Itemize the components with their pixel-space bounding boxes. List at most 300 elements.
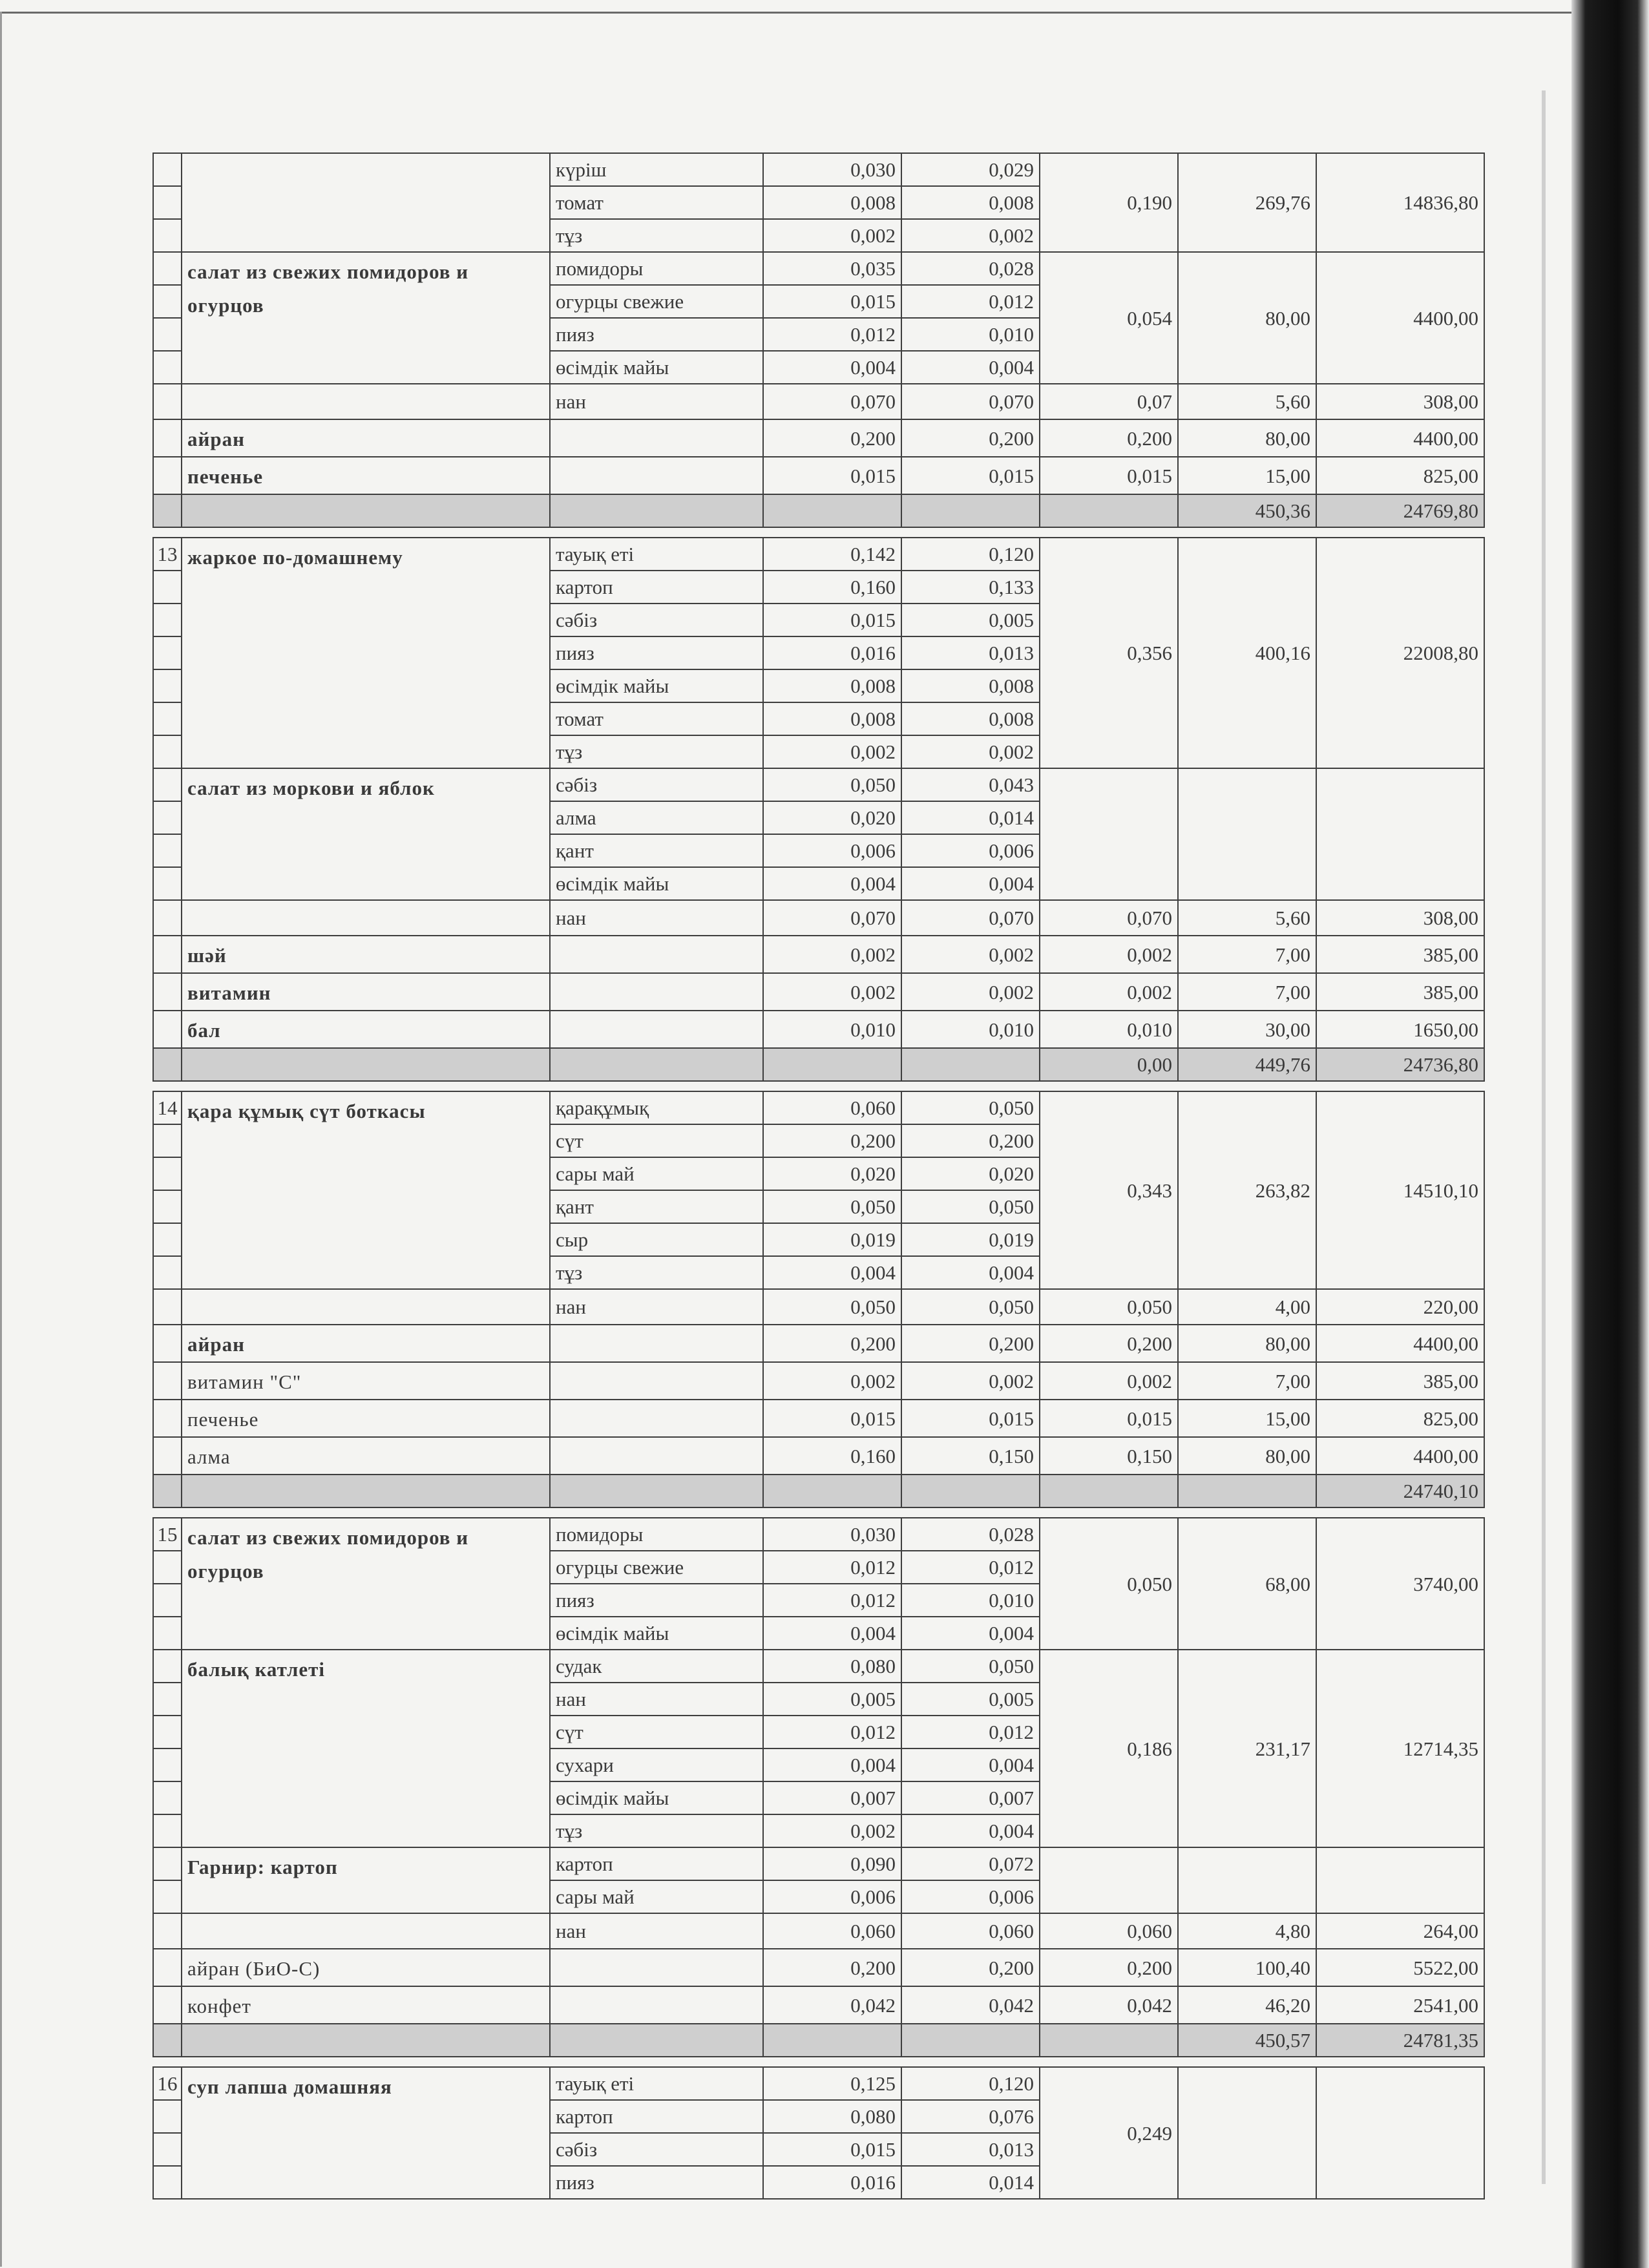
brutto-value: 0,004	[763, 867, 901, 900]
total-price: 449,76	[1178, 1048, 1316, 1081]
row-marker	[153, 1584, 182, 1617]
price-value: 30,00	[1178, 1011, 1316, 1048]
brutto-value: 0,016	[763, 636, 901, 669]
ingredient-name	[550, 973, 763, 1011]
table-row	[153, 768, 1484, 801]
netto-value: 0,014	[901, 2166, 1040, 2199]
block-gap	[152, 1082, 1484, 1091]
brutto-value: 0,125	[763, 2067, 901, 2100]
dish-name: Гарнир: картоп	[182, 1847, 550, 1913]
brutto-value: 0,042	[763, 1986, 901, 2024]
price-value: 80,00	[1178, 252, 1316, 384]
dish-name	[182, 384, 550, 419]
output-value: 0,186	[1040, 1650, 1178, 1847]
brutto-value: 0,006	[763, 834, 901, 867]
day-number: 14	[153, 1091, 182, 1124]
table-row	[153, 973, 1484, 1011]
sum-value: 385,00	[1316, 973, 1484, 1011]
total-spacer	[763, 1048, 901, 1081]
menu-cost-table	[152, 152, 1484, 2200]
ingredient-name	[550, 1362, 763, 1400]
row-marker	[153, 768, 182, 801]
netto-value: 0,050	[901, 1650, 1040, 1683]
row-marker	[153, 1437, 182, 1475]
row-marker	[153, 801, 182, 834]
row-marker	[153, 834, 182, 867]
netto-value: 0,028	[901, 252, 1040, 285]
ingredient-name: картоп	[550, 571, 763, 604]
netto-value: 0,010	[901, 318, 1040, 351]
table-row	[153, 457, 1484, 494]
brutto-value: 0,080	[763, 1650, 901, 1683]
row-marker	[153, 1913, 182, 1949]
total-output	[1040, 494, 1178, 527]
total-spacer	[763, 1475, 901, 1507]
netto-value: 0,043	[901, 768, 1040, 801]
netto-value: 0,008	[901, 669, 1040, 702]
brutto-value: 0,002	[763, 735, 901, 768]
ingredient-name: қант	[550, 1190, 763, 1223]
output-value: 0,042	[1040, 1986, 1178, 2024]
ingredient-name: томат	[550, 186, 763, 219]
total-spacer	[763, 2024, 901, 2057]
table-row	[153, 1913, 1484, 1949]
sum-value: 825,00	[1316, 457, 1484, 494]
total-sum: 24781,35	[1316, 2024, 1484, 2057]
netto-value: 0,004	[901, 867, 1040, 900]
total-row	[153, 494, 1484, 527]
ingredient-name: нан	[550, 1913, 763, 1949]
total-spacer	[550, 1048, 763, 1081]
sum-value: 5522,00	[1316, 1949, 1484, 1986]
output-value: 0,200	[1040, 1949, 1178, 1986]
table-row	[153, 538, 1484, 571]
netto-value: 0,004	[901, 1256, 1040, 1289]
netto-value: 0,007	[901, 1781, 1040, 1814]
day-block	[152, 537, 1485, 1082]
total-spacer	[550, 494, 763, 527]
row-marker	[153, 1157, 182, 1190]
brutto-value: 0,020	[763, 801, 901, 834]
netto-value: 0,004	[901, 1748, 1040, 1781]
total-spacer	[901, 1475, 1040, 1507]
brutto-value: 0,050	[763, 1190, 901, 1223]
ingredient-name: өсімдік майы	[550, 867, 763, 900]
dish-name: балық катлеті	[182, 1650, 550, 1847]
output-value: 0,07	[1040, 384, 1178, 419]
sum-value	[1316, 2067, 1484, 2199]
day-number	[153, 153, 182, 186]
price-value	[1178, 768, 1316, 900]
ingredient-name	[550, 457, 763, 494]
row-marker	[153, 1124, 182, 1157]
ingredient-name: картоп	[550, 1847, 763, 1880]
row-marker	[153, 2100, 182, 2133]
netto-value: 0,004	[901, 1814, 1040, 1847]
netto-value: 0,006	[901, 1880, 1040, 1913]
output-value	[1040, 768, 1178, 900]
brutto-value: 0,019	[763, 1223, 901, 1256]
ingredient-name: тұз	[550, 219, 763, 252]
total-sum: 24740,10	[1316, 1475, 1484, 1507]
dish-name: бал	[182, 1011, 550, 1048]
table-row	[153, 384, 1484, 419]
price-value: 5,60	[1178, 384, 1316, 419]
price-value: 80,00	[1178, 1437, 1316, 1475]
ingredient-name: сары май	[550, 1157, 763, 1190]
ingredient-name: сәбіз	[550, 2133, 763, 2166]
row-marker	[153, 735, 182, 768]
total-row	[153, 2024, 1484, 2057]
row-marker	[153, 571, 182, 604]
brutto-value: 0,012	[763, 1716, 901, 1748]
sum-value: 385,00	[1316, 1362, 1484, 1400]
block-gap	[152, 528, 1484, 537]
table-row	[153, 2067, 1484, 2100]
row-marker	[153, 1814, 182, 1847]
price-value: 400,16	[1178, 538, 1316, 768]
brutto-value: 0,012	[763, 1584, 901, 1617]
ingredient-name: пияз	[550, 2166, 763, 2199]
dish-name	[182, 1913, 550, 1949]
dish-name: печенье	[182, 457, 550, 494]
row-marker	[153, 1011, 182, 1048]
output-value: 0,343	[1040, 1091, 1178, 1289]
netto-value: 0,200	[901, 419, 1040, 457]
table-row	[153, 1518, 1484, 1551]
brutto-value: 0,142	[763, 538, 901, 571]
netto-value: 0,200	[901, 1124, 1040, 1157]
row-marker	[153, 1551, 182, 1584]
brutto-value: 0,004	[763, 1617, 901, 1650]
dish-name	[182, 153, 550, 252]
output-value: 0,015	[1040, 457, 1178, 494]
row-marker	[153, 1949, 182, 1986]
ingredient-name: нан	[550, 900, 763, 936]
row-marker	[153, 384, 182, 419]
table-row	[153, 1011, 1484, 1048]
price-value: 68,00	[1178, 1518, 1316, 1650]
netto-value: 0,012	[901, 1551, 1040, 1584]
brutto-value: 0,050	[763, 768, 901, 801]
output-value: 0,356	[1040, 538, 1178, 768]
dish-name: қара құмық сүт боткасы	[182, 1091, 550, 1289]
price-value	[1178, 2067, 1316, 2199]
brutto-value: 0,012	[763, 318, 901, 351]
netto-value: 0,014	[901, 801, 1040, 834]
brutto-value: 0,200	[763, 1124, 901, 1157]
table-row	[153, 1325, 1484, 1362]
netto-value: 0,005	[901, 604, 1040, 636]
brutto-value: 0,008	[763, 669, 901, 702]
netto-value: 0,072	[901, 1847, 1040, 1880]
table-row	[153, 1949, 1484, 1986]
ingredient-name	[550, 419, 763, 457]
sum-value: 4400,00	[1316, 1325, 1484, 1362]
scan-dark-margin	[1571, 0, 1649, 2268]
row-marker	[153, 973, 182, 1011]
table-row	[153, 900, 1484, 936]
sum-value: 3740,00	[1316, 1518, 1484, 1650]
output-value: 0,050	[1040, 1289, 1178, 1325]
ingredient-name	[550, 1400, 763, 1437]
sum-value: 308,00	[1316, 384, 1484, 419]
brutto-value: 0,070	[763, 900, 901, 936]
sum-value: 4400,00	[1316, 419, 1484, 457]
ingredient-name: өсімдік майы	[550, 1781, 763, 1814]
netto-value: 0,070	[901, 900, 1040, 936]
ingredient-name: огурцы свежие	[550, 285, 763, 318]
netto-value: 0,050	[901, 1091, 1040, 1124]
netto-value: 0,150	[901, 1437, 1040, 1475]
ingredient-name: нан	[550, 1683, 763, 1716]
netto-value: 0,029	[901, 153, 1040, 186]
output-value: 0,200	[1040, 1325, 1178, 1362]
day-block	[152, 1517, 1485, 2057]
ingredient-name: помидоры	[550, 1518, 763, 1551]
dish-name	[182, 1289, 550, 1325]
dish-name: витамин	[182, 973, 550, 1011]
netto-value: 0,012	[901, 1716, 1040, 1748]
brutto-value: 0,002	[763, 1362, 901, 1400]
output-value: 0,060	[1040, 1913, 1178, 1949]
output-value: 0,002	[1040, 973, 1178, 1011]
ingredient-name: тұз	[550, 735, 763, 768]
output-value: 0,010	[1040, 1011, 1178, 1048]
sum-value: 264,00	[1316, 1913, 1484, 1949]
row-marker	[153, 1256, 182, 1289]
row-marker	[153, 2133, 182, 2166]
sum-value	[1316, 1847, 1484, 1913]
dish-name	[182, 900, 550, 936]
ingredient-name: сәбіз	[550, 768, 763, 801]
day-block	[152, 2066, 1485, 2200]
netto-value: 0,002	[901, 219, 1040, 252]
brutto-value: 0,200	[763, 419, 901, 457]
table-row	[153, 153, 1484, 186]
row-marker	[153, 702, 182, 735]
brutto-value: 0,030	[763, 153, 901, 186]
dish-name: салат из свежих помидоров и огурцов	[182, 252, 550, 384]
ingredient-name: пияз	[550, 1584, 763, 1617]
sum-value: 2541,00	[1316, 1986, 1484, 2024]
row-marker	[153, 1362, 182, 1400]
brutto-value: 0,060	[763, 1913, 901, 1949]
netto-value: 0,120	[901, 538, 1040, 571]
ingredient-name: тауық еті	[550, 538, 763, 571]
total-spacer	[550, 2024, 763, 2057]
ingredient-name: картоп	[550, 2100, 763, 2133]
ingredient-name: сыр	[550, 1223, 763, 1256]
netto-value: 0,006	[901, 834, 1040, 867]
output-value: 0,015	[1040, 1400, 1178, 1437]
output-value: 0,249	[1040, 2067, 1178, 2199]
ingredient-name	[550, 936, 763, 973]
row-marker	[153, 636, 182, 669]
brutto-value: 0,200	[763, 1949, 901, 1986]
price-value: 269,76	[1178, 153, 1316, 252]
brutto-value: 0,010	[763, 1011, 901, 1048]
row-marker	[153, 867, 182, 900]
brutto-value: 0,050	[763, 1289, 901, 1325]
sum-value: 220,00	[1316, 1289, 1484, 1325]
netto-value: 0,010	[901, 1584, 1040, 1617]
total-price: 450,36	[1178, 494, 1316, 527]
brutto-value: 0,005	[763, 1683, 901, 1716]
row-marker	[153, 457, 182, 494]
price-value: 4,00	[1178, 1289, 1316, 1325]
brutto-value: 0,016	[763, 2166, 901, 2199]
output-value: 0,050	[1040, 1518, 1178, 1650]
scan-top-edge	[0, 12, 1577, 14]
ingredient-name	[550, 1437, 763, 1475]
block-gap	[152, 1508, 1484, 1517]
row-marker	[153, 285, 182, 318]
total-output: 0,00	[1040, 1048, 1178, 1081]
total-spacer	[901, 1048, 1040, 1081]
brutto-value: 0,200	[763, 1325, 901, 1362]
sum-value: 308,00	[1316, 900, 1484, 936]
brutto-value: 0,004	[763, 1748, 901, 1781]
brutto-value: 0,060	[763, 1091, 901, 1124]
row-marker	[153, 1190, 182, 1223]
price-value: 80,00	[1178, 1325, 1316, 1362]
netto-value: 0,013	[901, 636, 1040, 669]
output-value: 0,054	[1040, 252, 1178, 384]
brutto-value: 0,160	[763, 571, 901, 604]
ingredient-name: күріш	[550, 153, 763, 186]
netto-value: 0,070	[901, 384, 1040, 419]
brutto-value: 0,002	[763, 973, 901, 1011]
netto-value: 0,002	[901, 936, 1040, 973]
ingredient-name: тауық еті	[550, 2067, 763, 2100]
sum-value: 385,00	[1316, 936, 1484, 973]
brutto-value: 0,002	[763, 1814, 901, 1847]
row-marker	[153, 1880, 182, 1913]
output-value: 0,002	[1040, 936, 1178, 973]
total-spacer	[901, 494, 1040, 527]
netto-value: 0,060	[901, 1913, 1040, 1949]
brutto-value: 0,002	[763, 219, 901, 252]
brutto-value: 0,015	[763, 285, 901, 318]
day-number: 15	[153, 1518, 182, 1551]
row-marker	[153, 604, 182, 636]
ingredient-name: өсімдік майы	[550, 351, 763, 384]
price-value: 5,60	[1178, 900, 1316, 936]
total-spacer	[182, 494, 550, 527]
row-marker	[153, 1716, 182, 1748]
ingredient-name: өсімдік майы	[550, 1617, 763, 1650]
brutto-value: 0,035	[763, 252, 901, 285]
sum-value: 4400,00	[1316, 252, 1484, 384]
sum-value: 14836,80	[1316, 153, 1484, 252]
sum-value: 22008,80	[1316, 538, 1484, 768]
block-gap	[152, 2057, 1484, 2066]
netto-value: 0,015	[901, 457, 1040, 494]
netto-value: 0,028	[901, 1518, 1040, 1551]
day-number: 13	[153, 538, 182, 571]
output-value: 0,150	[1040, 1437, 1178, 1475]
brutto-value: 0,090	[763, 1847, 901, 1880]
output-value: 0,002	[1040, 1362, 1178, 1400]
brutto-value: 0,015	[763, 1400, 901, 1437]
output-value: 0,190	[1040, 153, 1178, 252]
table-row	[153, 936, 1484, 973]
row-marker	[153, 2024, 182, 2057]
row-marker	[153, 2166, 182, 2199]
row-marker	[153, 1847, 182, 1880]
price-value: 15,00	[1178, 1400, 1316, 1437]
brutto-value: 0,015	[763, 2133, 901, 2166]
row-marker	[153, 1748, 182, 1781]
ingredient-name: нан	[550, 384, 763, 419]
ingredient-name: сары май	[550, 1880, 763, 1913]
row-marker	[153, 1048, 182, 1081]
brutto-value: 0,004	[763, 351, 901, 384]
dish-name: айран	[182, 1325, 550, 1362]
row-marker	[153, 1223, 182, 1256]
brutto-value: 0,008	[763, 702, 901, 735]
row-marker	[153, 1325, 182, 1362]
dish-name: конфет	[182, 1986, 550, 2024]
row-marker	[153, 351, 182, 384]
total-sum: 24736,80	[1316, 1048, 1484, 1081]
day-block	[152, 152, 1485, 528]
price-value: 7,00	[1178, 973, 1316, 1011]
brutto-value: 0,006	[763, 1880, 901, 1913]
netto-value: 0,012	[901, 285, 1040, 318]
total-price	[1178, 1475, 1316, 1507]
dish-name: алма	[182, 1437, 550, 1475]
sum-value: 14510,10	[1316, 1091, 1484, 1289]
netto-value: 0,008	[901, 186, 1040, 219]
row-marker	[153, 1475, 182, 1507]
netto-value: 0,020	[901, 1157, 1040, 1190]
ingredient-name: қарақұмық	[550, 1091, 763, 1124]
row-marker	[153, 494, 182, 527]
ingredient-name: томат	[550, 702, 763, 735]
ingredient-name: сүт	[550, 1124, 763, 1157]
dish-name: айран	[182, 419, 550, 457]
netto-value: 0,050	[901, 1289, 1040, 1325]
table-row	[153, 419, 1484, 457]
netto-value: 0,002	[901, 735, 1040, 768]
ingredient-name: сүт	[550, 1716, 763, 1748]
brutto-value: 0,030	[763, 1518, 901, 1551]
row-marker	[153, 219, 182, 252]
output-value	[1040, 1847, 1178, 1913]
netto-value: 0,004	[901, 351, 1040, 384]
table-row	[153, 252, 1484, 285]
netto-value: 0,004	[901, 1617, 1040, 1650]
brutto-value: 0,007	[763, 1781, 901, 1814]
total-spacer	[901, 2024, 1040, 2057]
brutto-value: 0,004	[763, 1256, 901, 1289]
table-row	[153, 1362, 1484, 1400]
ingredient-name: огурцы свежие	[550, 1551, 763, 1584]
ingredient-name: нан	[550, 1289, 763, 1325]
row-marker	[153, 419, 182, 457]
total-spacer	[550, 1475, 763, 1507]
price-value: 4,80	[1178, 1913, 1316, 1949]
dish-name: витамин "С"	[182, 1362, 550, 1400]
scan-fold-line	[1542, 90, 1546, 2184]
dish-name: суп лапша домашняя	[182, 2067, 550, 2199]
ingredient-name: пияз	[550, 636, 763, 669]
brutto-value: 0,015	[763, 457, 901, 494]
ingredient-name: пияз	[550, 318, 763, 351]
total-row	[153, 1048, 1484, 1081]
